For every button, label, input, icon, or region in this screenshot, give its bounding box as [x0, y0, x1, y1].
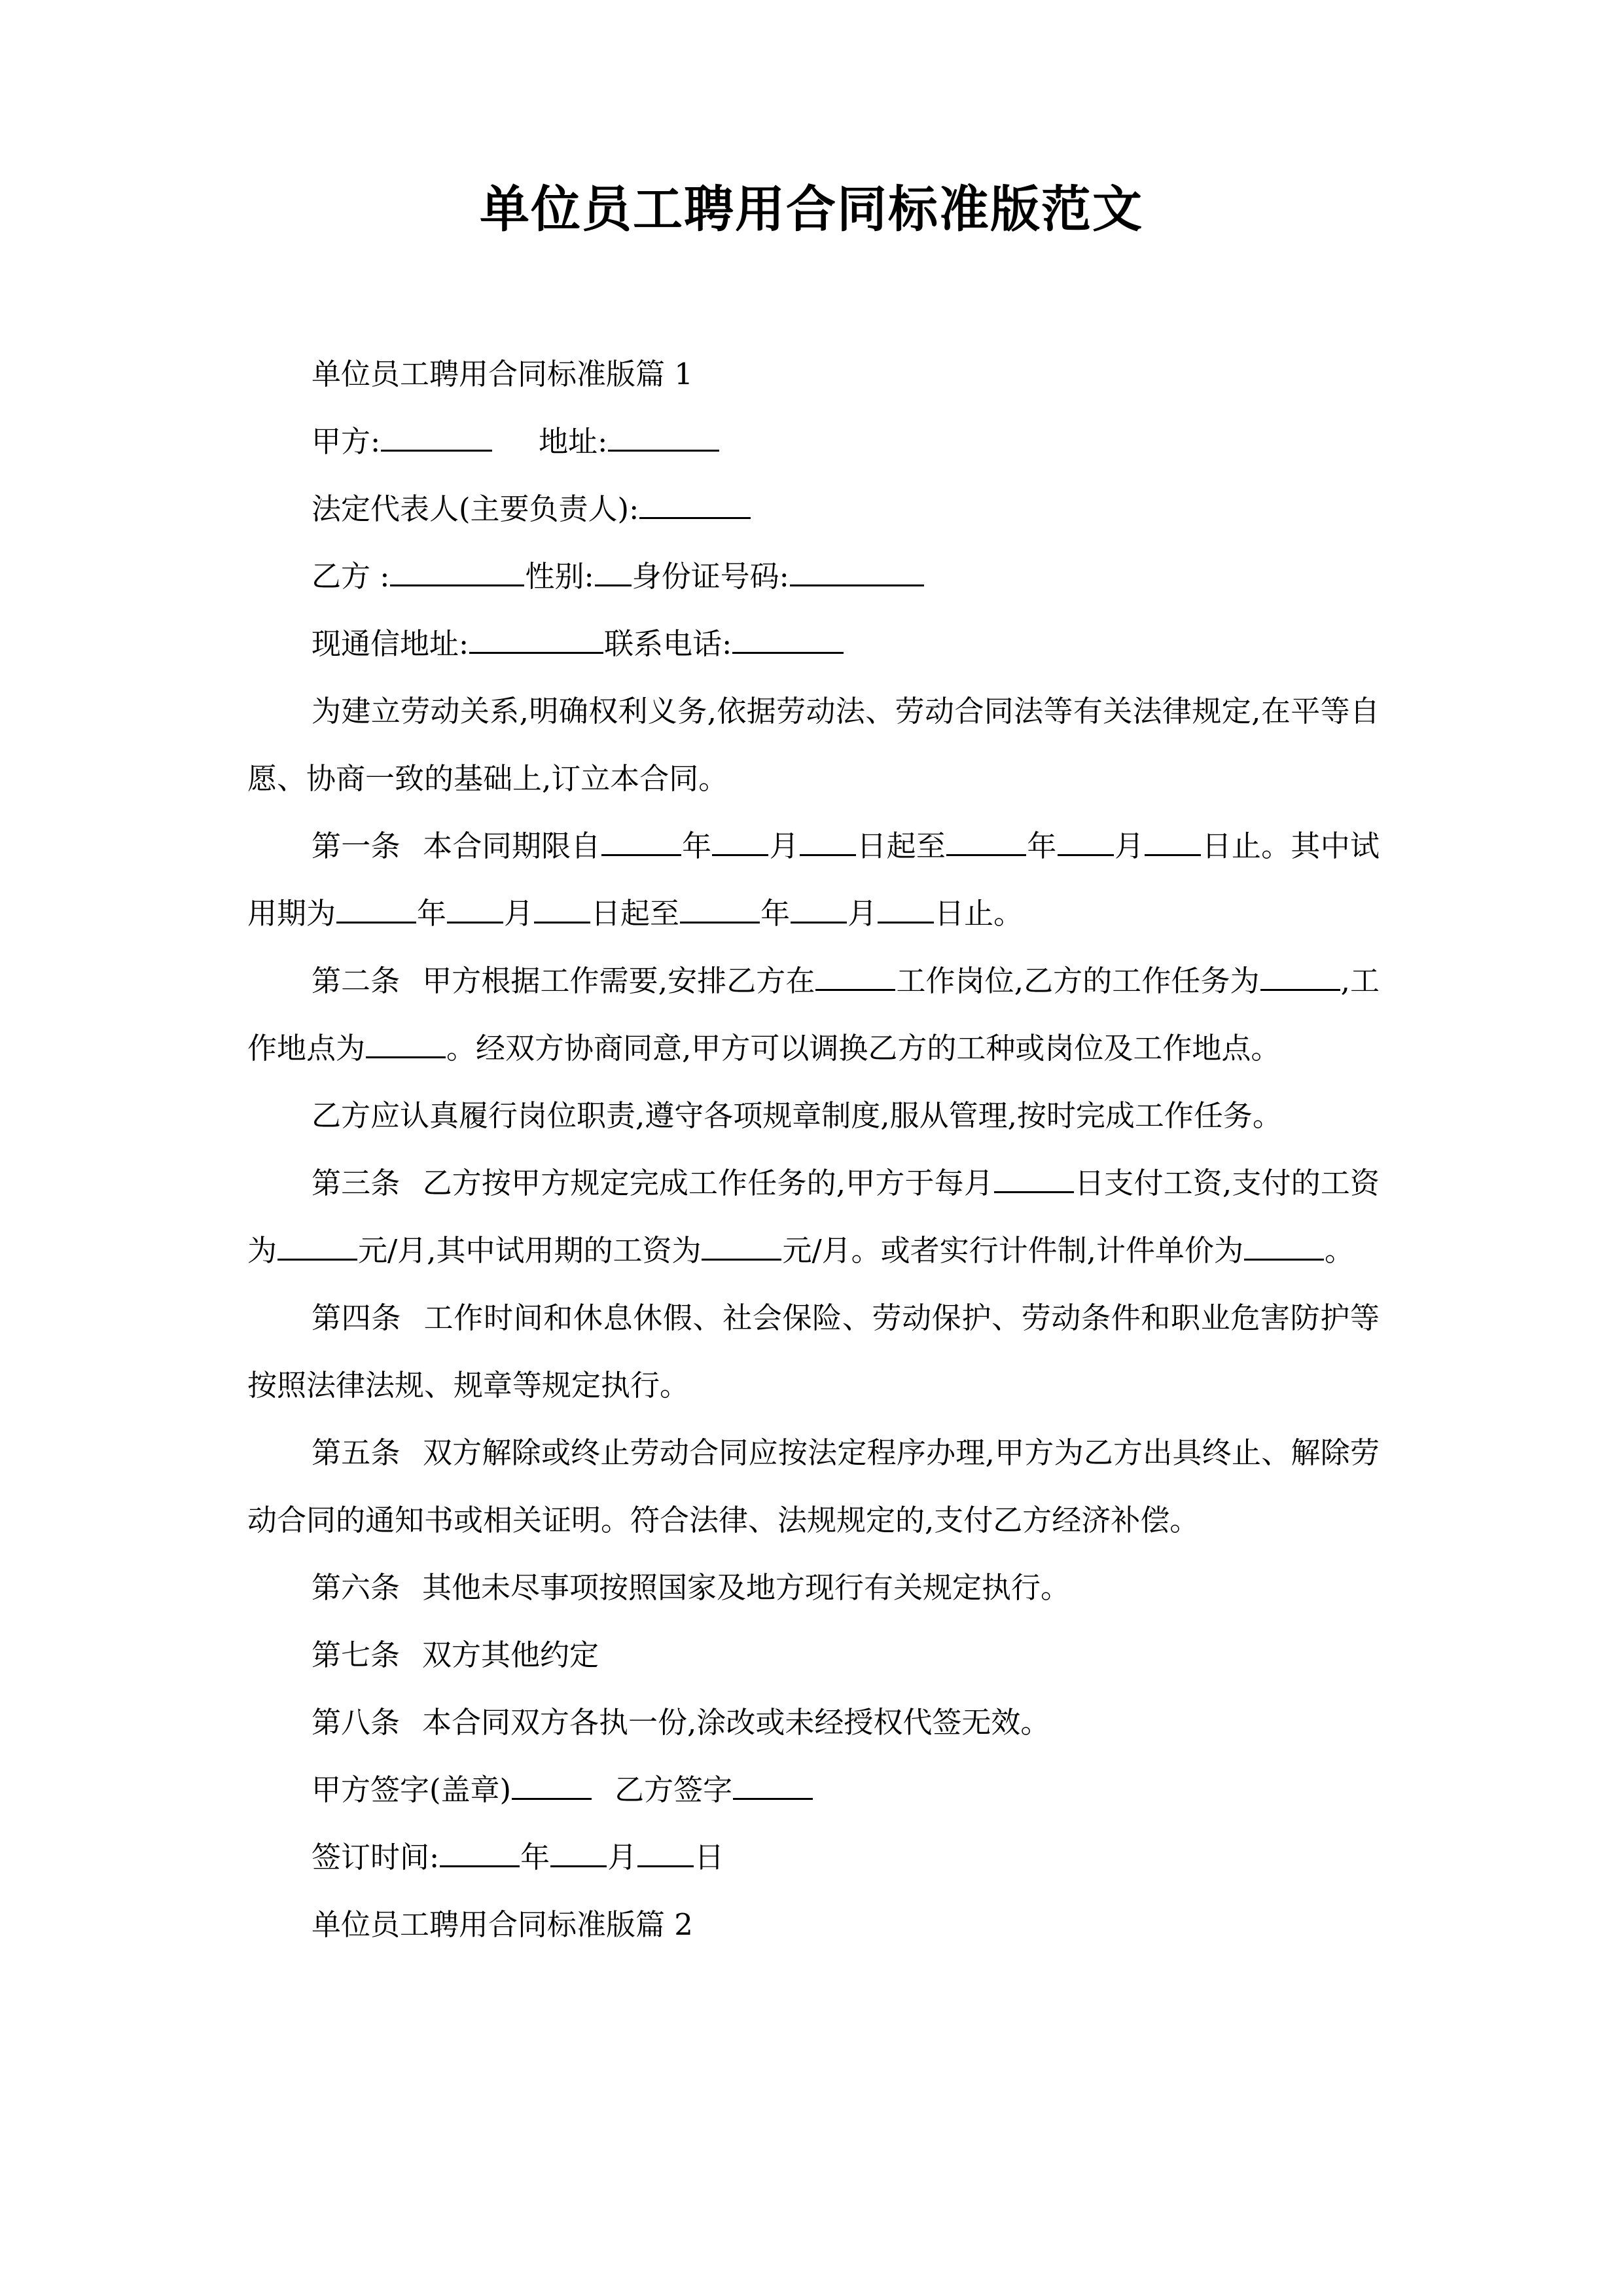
article-6-paragraph: [247, 1554, 1380, 1621]
article-1-year2: 年: [1027, 829, 1057, 863]
article-1-month4: 月: [847, 896, 878, 931]
party-a-row: [247, 408, 1380, 475]
article-2-blank-post[interactable]: [815, 960, 895, 991]
article-1-blank-day1[interactable]: [800, 825, 856, 856]
party-b-signature-label: 乙方签字: [615, 1772, 733, 1807]
document-body: [247, 340, 1380, 1958]
current-address-blank[interactable]: [469, 623, 603, 654]
article-1-paragraph: [247, 812, 1380, 947]
article-2-blank-location[interactable]: [366, 1028, 446, 1058]
article-1-blank-day3[interactable]: [534, 893, 590, 924]
article-1-year3: 年: [417, 896, 447, 931]
article-4-text: 工作时间和休息休假、社会保险、劳动保护、劳动条件和职业危害防护等按照法律法规、规章等规定执行。: [247, 1300, 1380, 1403]
article-1-blank-year1[interactable]: [601, 825, 681, 856]
address-label: 地址:: [539, 424, 608, 459]
article-2-paragraph: [247, 947, 1380, 1082]
article-7-paragraph: [247, 1621, 1380, 1689]
article-4-paragraph: [247, 1284, 1380, 1419]
preamble-paragraph: 为建立劳动关系,明确权利义务,依据劳动法、劳动合同法等有关法律规定,在平等自愿、协商一致的基础上,订立本合同。: [247, 694, 1380, 796]
article-2-t4: 。经双方协商同意,甲方可以调换乙方的工种或岗位及工作地点。: [446, 1031, 1281, 1066]
page-title: 单位员工聘用合同标准版范文: [480, 180, 1143, 238]
article-5-paragraph: [247, 1419, 1380, 1554]
article-8-paragraph: [247, 1689, 1380, 1756]
article-1-month2: 月: [1114, 829, 1145, 863]
legal-rep-blank[interactable]: [639, 488, 751, 519]
legal-rep-row: [247, 475, 1380, 543]
article-1-dayend2: 日止。: [935, 896, 1024, 931]
article-1-blank-month4[interactable]: [791, 893, 847, 924]
article-2-t3: ,工作地点为: [247, 963, 1380, 1066]
article-1-blank-day2[interactable]: [1145, 825, 1201, 856]
signing-day-blank[interactable]: [637, 1837, 694, 1867]
article-1-year1: 年: [681, 829, 712, 863]
article-5-text: 双方解除或终止劳动合同应按法定程序办理,甲方为乙方出具终止、解除劳动合同的通知书或相关证明。符合法律、法规规定的,支付乙方经济补偿。: [247, 1435, 1380, 1537]
article-1-dayto2: 日起至: [591, 896, 680, 931]
signature-row: [247, 1756, 1380, 1823]
party-b-row: [247, 543, 1380, 610]
article-8-text: 本合同双方各执一份,涂改或未经授权代签无效。: [422, 1705, 1050, 1740]
current-address-label: 现通信地址:: [312, 626, 469, 661]
signing-month-blank[interactable]: [550, 1837, 607, 1867]
article-3-t4: 元/月。或者实行计件制,计件单价为: [782, 1233, 1243, 1268]
article-3-paragraph: [247, 1149, 1380, 1284]
article-3-blank-wage[interactable]: [277, 1230, 357, 1261]
section-heading-1: [247, 340, 1380, 408]
article-4-number: 第四条: [312, 1300, 401, 1335]
phone-blank[interactable]: [732, 623, 844, 654]
article-2-t1: 甲方根据工作需要,安排乙方在: [422, 963, 815, 998]
party-a-signature-blank[interactable]: [512, 1769, 592, 1800]
id-number-label: 身份证号码:: [632, 559, 789, 594]
party-b-signature-blank[interactable]: [733, 1769, 813, 1800]
gender-label: 性别:: [525, 559, 594, 594]
article-3-number: 第三条: [312, 1166, 401, 1200]
article-1-dayto: 日起至: [857, 829, 946, 863]
article-3-blank-payday[interactable]: [994, 1162, 1074, 1193]
article-1-blank-month1[interactable]: [712, 825, 768, 856]
current-address-row: [247, 610, 1380, 677]
gender-blank[interactable]: [595, 556, 632, 586]
article-1-month1: 月: [769, 829, 799, 863]
signing-date-label: 签订时间:: [312, 1840, 440, 1874]
article-2-number: 第二条: [312, 963, 401, 998]
address-blank[interactable]: [608, 421, 719, 452]
article-1-blank-year2[interactable]: [946, 825, 1026, 856]
article-3-t5: 。: [1324, 1233, 1354, 1268]
party-a-blank[interactable]: [381, 421, 492, 452]
article-3-t3: 元/月,其中试用期的工资为: [358, 1233, 702, 1268]
article-2-sub-paragraph: 乙方应认真履行岗位职责,遵守各项规章制度,服从管理,按时完成工作任务。: [312, 1098, 1282, 1133]
article-8-number: 第八条: [312, 1705, 401, 1740]
article-3-blank-probation-wage[interactable]: [702, 1230, 781, 1261]
article-1-year4: 年: [760, 896, 791, 931]
signing-month-label: 月: [607, 1840, 637, 1874]
party-a-label: 甲方:: [312, 424, 381, 459]
article-7-text: 双方其他约定: [422, 1638, 599, 1672]
article-2-blank-task[interactable]: [1260, 960, 1340, 991]
signing-day-label: 日: [694, 1840, 724, 1874]
section-heading-2-text: 单位员工聘用合同标准版篇 2: [312, 1907, 693, 1942]
section-heading-2: [247, 1891, 1380, 1958]
article-1-blank-day4[interactable]: [878, 893, 934, 924]
party-b-label: 乙方 :: [312, 559, 390, 594]
article-1-blank-month3[interactable]: [447, 893, 503, 924]
article-3-t2: 日支付工资,支付的工资为: [247, 1166, 1380, 1268]
party-a-signature-label: 甲方签字(盖章): [312, 1772, 512, 1807]
article-1-blank-month2[interactable]: [1058, 825, 1114, 856]
legal-rep-label: 法定代表人(主要负责人):: [312, 492, 639, 526]
article-1-blank-year3[interactable]: [336, 893, 416, 924]
article-7-number: 第七条: [312, 1638, 401, 1672]
article-5-number: 第五条: [312, 1435, 401, 1470]
article-6-number: 第六条: [312, 1570, 401, 1605]
article-1-number: 第一条: [312, 829, 401, 863]
article-3-t1: 乙方按甲方规定完成工作任务的,甲方于每月: [422, 1166, 993, 1200]
signing-date-row: [247, 1823, 1380, 1891]
party-b-blank[interactable]: [390, 556, 524, 586]
article-3-blank-piece-rate[interactable]: [1244, 1230, 1324, 1261]
article-1-t1: 本合同期限自: [422, 829, 601, 863]
article-2-t2: 工作岗位,乙方的工作任务为: [896, 963, 1260, 998]
phone-label: 联系电话:: [604, 626, 732, 661]
article-1-blank-year4[interactable]: [680, 893, 760, 924]
signing-year-blank[interactable]: [440, 1837, 520, 1867]
article-1-dayend: 日止。其中试用期为: [247, 829, 1380, 931]
id-number-blank[interactable]: [790, 556, 924, 586]
article-6-text: 其他未尽事项按照国家及地方现行有关规定执行。: [422, 1570, 1071, 1605]
signing-year-label: 年: [520, 1840, 550, 1874]
article-1-month3: 月: [504, 896, 534, 931]
section-heading-1-text: 单位员工聘用合同标准版篇 1: [312, 357, 693, 391]
